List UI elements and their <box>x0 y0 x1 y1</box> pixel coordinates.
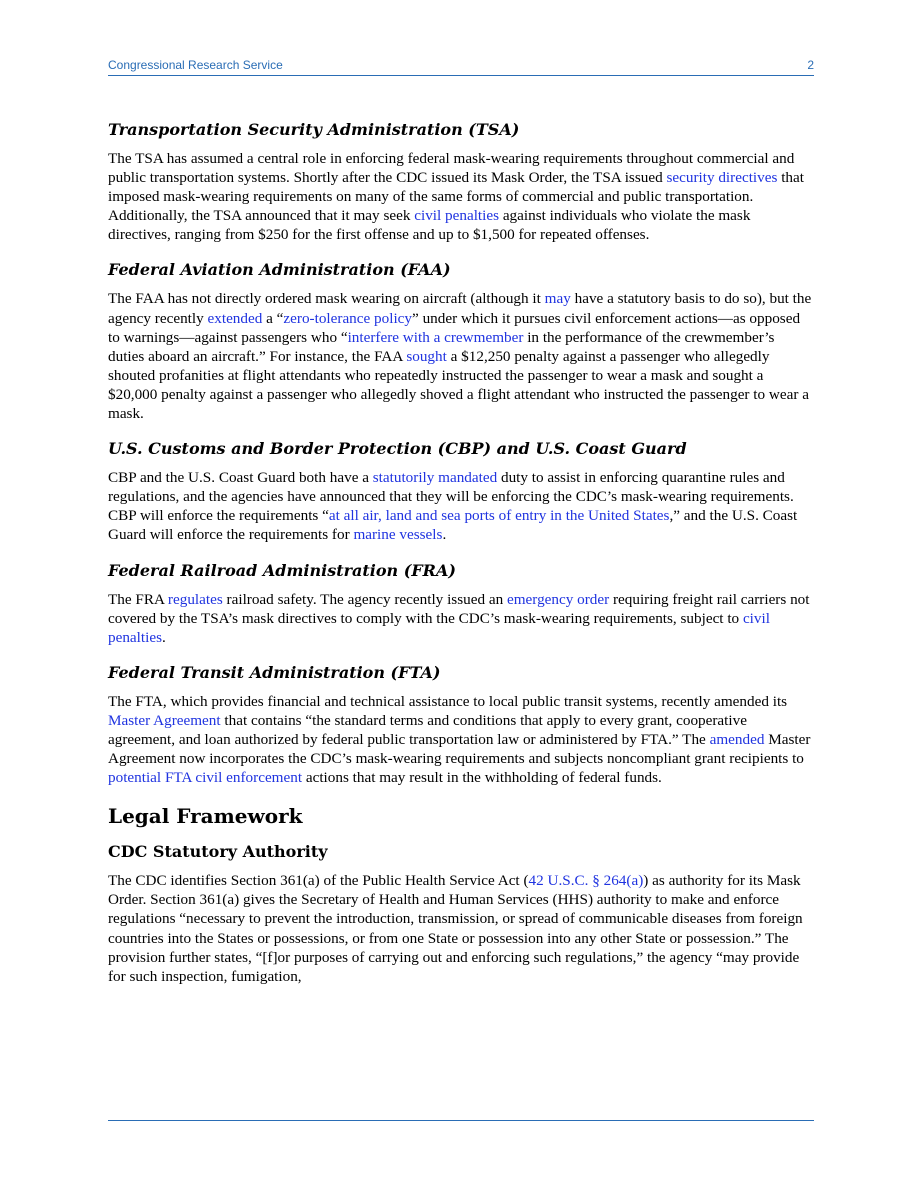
paragraph-fra <box>108 590 814 647</box>
text-run: railroad safety. The agency recently issued an <box>222 590 507 608</box>
text-run: actions that may result in the withholding of federal funds. <box>302 769 662 787</box>
heading-cbp: U.S. Customs and Border Protection (CBP) and U.S. Coast Guard <box>108 439 687 459</box>
heading-faa: Federal Aviation Administration (FAA) <box>108 260 451 280</box>
page-number: 2 <box>807 58 814 72</box>
text-run: The CDC identifies Section 361(a) of the Public Health Service Act ( <box>108 872 529 890</box>
link-fta-civil-enforcement[interactable]: potential FTA civil enforcement <box>108 769 303 787</box>
link-civil-penalties-fra[interactable]: civil penalties <box>108 609 770 646</box>
text-run: in the performance of the crewmember’s duties aboard an aircraft.” For instance, the FAA <box>108 328 775 365</box>
link-zero-tolerance-policy[interactable]: zero-tolerance policy <box>283 309 413 327</box>
link-security-directives[interactable]: security directives <box>666 169 778 187</box>
link-42-usc-264a[interactable]: 42 U.S.C. § 264(a) <box>528 872 644 890</box>
link-amended[interactable]: amended <box>709 730 765 748</box>
link-civil-penalties-tsa[interactable]: civil penalties <box>414 207 500 225</box>
text-run: duty to assist in enforcing quarantine rules and regulations, and the agencies have announced that they will be enforcing the CDC’s mask-wearing requirements. CBP will enforce the requirements “ <box>108 469 794 525</box>
text-run: CBP and the U.S. Coast Guard both have a <box>108 469 373 487</box>
link-sought[interactable]: sought <box>406 347 447 365</box>
text-run: The FRA <box>108 590 168 608</box>
text-run: have a statutory basis to do so), but the agency recently <box>108 290 812 327</box>
text-run: that imposed mask-wearing requirements on many of the same forms of commercial and public transportation. Additionally, the TSA announced that it may seek <box>108 169 804 225</box>
link-ports-of-entry[interactable]: at all air, land and sea ports of entry in the United States <box>328 507 670 525</box>
link-master-agreement[interactable]: Master Agreement <box>108 711 221 729</box>
heading-tsa: Transportation Security Administration (TSA) <box>108 120 520 139</box>
text-run: The FTA, which provides financial and technical assistance to local public transit systems, recently amended its <box>108 692 788 710</box>
heading-fra: Federal Railroad Administration (FRA) <box>108 560 456 580</box>
link-emergency-order[interactable]: emergency order <box>506 590 610 608</box>
link-interfere-with-crewmember[interactable]: interfere with a crewmember <box>347 328 524 346</box>
text-run: against individuals who violate the mask directives, ranging from $250 for the first offense and up to $1,500 for repeated offenses. <box>108 207 751 244</box>
link-may[interactable]: may <box>544 290 571 308</box>
text-run: requiring freight rail carriers not covered by the TSA’s mask directives to comply with the CDC’s mask-wearing requirements, subject to <box>108 590 810 627</box>
document-body <box>108 120 814 1002</box>
header-rule <box>108 75 814 76</box>
link-marine-vessels[interactable]: marine vessels <box>353 526 443 544</box>
link-statutorily-mandated[interactable]: statutorily mandated <box>372 469 498 487</box>
link-regulates[interactable]: regulates <box>167 590 223 608</box>
report-source: Congressional Research Service <box>108 58 283 72</box>
text-run: . <box>161 628 166 646</box>
text-run: a $12,250 penalty against a passenger who allegedly shouted profanities at flight attendants who repeatedly instructed the passenger to wear a mask and sought a $20,000 penalty against a passenger who allegedly shoved a flight attendant who instructed the passenger to wear a mask. <box>108 347 809 423</box>
text-run: ) as authority for its Mask Order. Section 361(a) gives the Secretary of Health and Human Services (HHS) authority to make and enforce regulations “necessary to prevent the introduction, transmission, or spread of communicable diseases from foreign countries into the States or possessions, or from one State or possession into any other State or possession.” The provision further states, “[f]or purposes of carrying out and enforcing such regulations,” the agency “may provide for such inspection, fumigation, <box>108 872 803 985</box>
text-run: . <box>442 526 447 544</box>
text-run: The FAA has not directly ordered mask wearing on aircraft (although it <box>108 290 545 308</box>
heading-fta: Federal Transit Administration (FTA) <box>108 662 441 682</box>
text-run: ,” and the U.S. Coast Guard will enforce the requirements for <box>108 507 798 544</box>
footer-rule <box>108 1120 814 1121</box>
heading-legal-framework: Legal Framework <box>108 804 303 829</box>
paragraph-cdc-authority <box>108 871 814 986</box>
paragraph-cbp <box>108 468 814 544</box>
heading-cdc-statutory-authority: CDC Statutory Authority <box>108 842 328 862</box>
text-run: The TSA has assumed a central role in enforcing federal mask-wearing requirements throughout commercial and public transportation systems. Shortly after the CDC issued its Mask Order, the TSA issued <box>108 150 795 187</box>
link-extended[interactable]: extended <box>207 309 263 327</box>
paragraph-fta <box>108 692 814 787</box>
text-run: a “ <box>262 309 284 327</box>
text-run: ” under which it pursues civil enforcement actions—as opposed to warnings—against passengers who “ <box>108 309 801 346</box>
text-run: that contains “the standard terms and conditions that apply to every grant, cooperative agreement, and loan authorized by federal public transportation law or administered by FTA.” The <box>108 711 747 748</box>
text-run: Master Agreement now incorporates the CDC’s mask-wearing requirements and subjects noncompliant grant recipients to <box>108 730 811 768</box>
paragraph-tsa <box>108 149 814 244</box>
paragraph-faa <box>108 289 814 423</box>
